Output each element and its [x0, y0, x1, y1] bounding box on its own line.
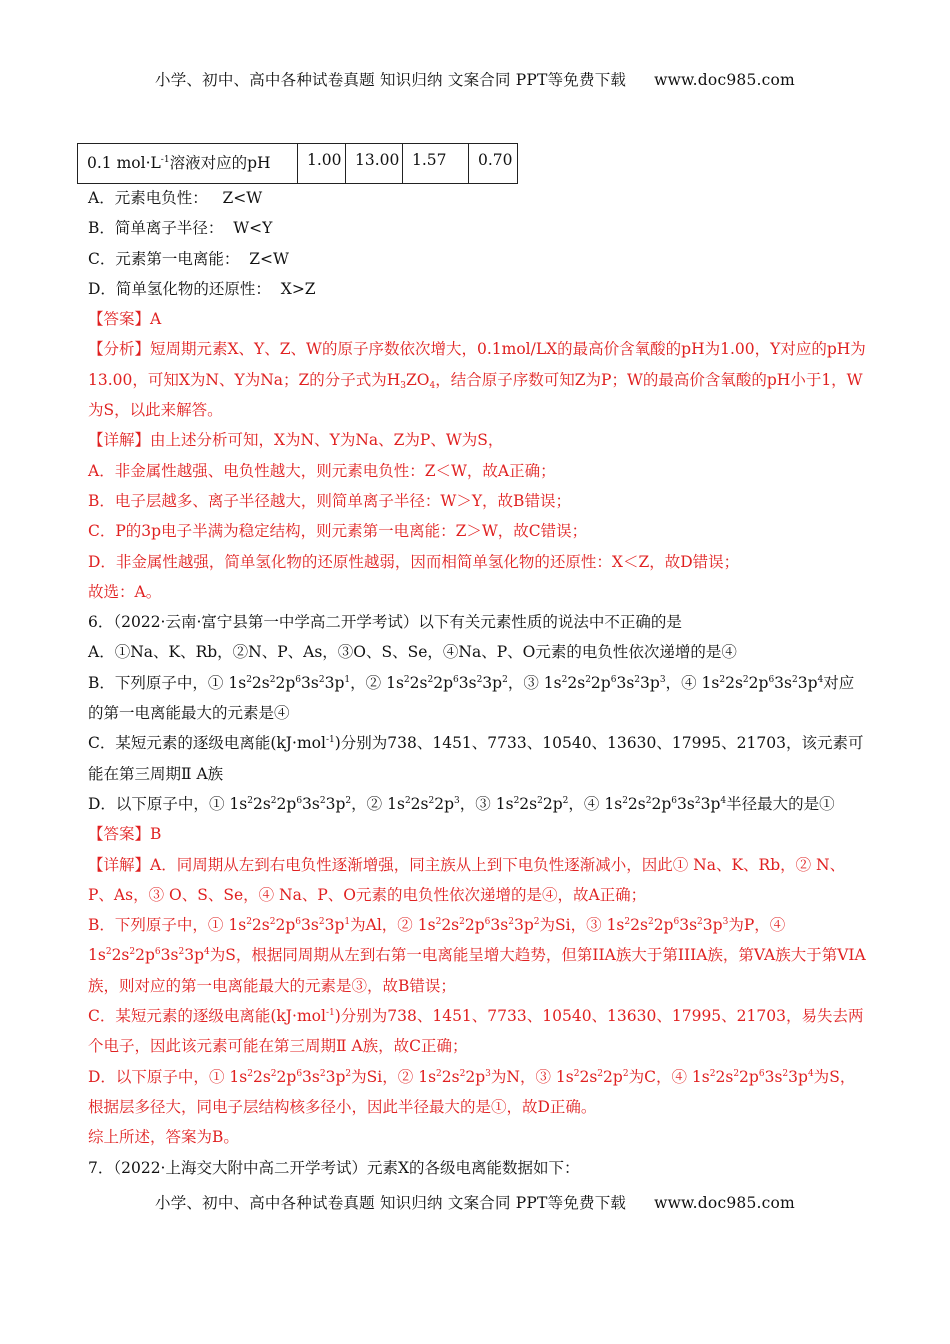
- q5-analysis: [88, 334, 866, 425]
- elem: N: [506, 1067, 520, 1086]
- detail-d-pre: D．以下原子中，: [88, 1067, 209, 1086]
- is: 为: [209, 946, 226, 965]
- sep: ，: [507, 673, 524, 692]
- q6-stem: 6．（2022·云南·富宁县第一中学高二开学考试）以下有关元素性质的说法中不正确的是: [88, 613, 682, 632]
- q6-option-a: A．①Na、K、Rb，②N、P、As，③O、S、Se，④Na、P、O元素的电负性依次递增的是④: [88, 643, 737, 662]
- elem: C: [644, 1067, 656, 1086]
- q7-stem: 7．（2022·上海交大附中高二开学考试）元素X的各级电离能数据如下：: [88, 1158, 580, 1177]
- analysis-text: 短周期元素X、Y、Z、W的原子序数依次增大，0.1mol/LX的最高价含氧酸的pH为1.00，Y对应的pH为13.00，可知X为N、Y为Na；Z的分子式为H: [88, 340, 866, 389]
- num: ②: [397, 916, 413, 935]
- ph-table: [77, 143, 518, 184]
- q6-summary: 综上所述，答案为B。: [88, 1128, 239, 1147]
- option-d-pre: D．以下原子中，: [88, 794, 209, 813]
- option-d-post: 半径最大的是①: [726, 794, 835, 813]
- elem: Si: [555, 916, 571, 935]
- electron-config: $1s^22s^22p^63s^23p^4$: [701, 673, 824, 692]
- label-sup: -1: [160, 155, 170, 165]
- elem: Al: [365, 916, 382, 935]
- q5-detail-line: C．P的3p电子半满为稳定结构，则元素第一电离能：Z＞W，故C错误；: [88, 522, 588, 541]
- num: ②: [366, 794, 383, 813]
- q6-option-d: [88, 789, 866, 819]
- detail-tag: 【详解】: [88, 855, 151, 874]
- electron-config: $1s^22s^22p^63s^23p^2$: [386, 673, 508, 692]
- sep: ，: [519, 1067, 536, 1086]
- electron-config: $1s^22s^22p^3$: [387, 794, 460, 813]
- footer-text: 小学、初中、高中各种试卷真题 知识归纳 文案合同 PPT等免费下载: [155, 1194, 627, 1212]
- sep: ，: [381, 916, 398, 935]
- option-b-post: 对应的第一电离能最大的元素是④: [88, 673, 855, 723]
- electron-config: $1s^22s^22p^63s^23p^3$: [543, 673, 666, 692]
- q6-detail-b: [88, 910, 866, 1001]
- num: ④: [671, 1067, 687, 1086]
- q6-detail-d: [88, 1062, 866, 1123]
- label-text: 0.1 mol·L: [87, 154, 161, 172]
- table-cell: 0.70: [469, 144, 518, 184]
- electron-config: $1s^22s^22p^63s^23p^4$: [88, 946, 210, 965]
- num: ①: [207, 916, 224, 935]
- sep: ，: [570, 916, 587, 935]
- sep: ，: [382, 1067, 398, 1086]
- is: 为: [813, 1067, 830, 1086]
- analysis-sub: 3: [400, 380, 407, 391]
- is: 为: [728, 916, 744, 935]
- table-label-cell: [78, 144, 298, 184]
- q5-option-c: C．元素第一电离能： Z<W: [88, 249, 289, 268]
- num: ④: [769, 916, 786, 935]
- elem: Si: [366, 1067, 383, 1086]
- q6-answer: 【答案】B: [88, 825, 162, 844]
- footer-site: www.doc985.com: [654, 1194, 795, 1212]
- analysis-text-2: ZO: [406, 370, 430, 389]
- is: 为: [490, 1067, 507, 1086]
- num: ①: [207, 673, 224, 692]
- page-header: [0, 68, 950, 90]
- option-c-sup: -1: [325, 735, 335, 746]
- label-text-2: 溶液对应的pH: [169, 154, 271, 172]
- table-cell: 1.00: [298, 144, 346, 184]
- num: ③: [535, 1067, 551, 1086]
- detail-a-text: A．同周期从左到右电负性逐渐增强，同主族从上到下电负性逐渐减小，因此① Na、K、Rb，② N、P、As，③ O、S、Se，④ Na、P、O元素的电负性依次递增的是④，故A正确；: [88, 855, 846, 904]
- analysis-sub-2: 4: [429, 380, 436, 391]
- elem: S: [225, 946, 236, 965]
- q5-detail-line: 【详解】由上述分析可知，X为N、Y为Na、Z为P、W为S，: [88, 431, 504, 450]
- table-cell: 13.00: [346, 144, 403, 184]
- num: ③: [523, 673, 539, 692]
- electron-config: $1s^22s^22p^63s^23p^1$: [228, 916, 351, 935]
- sep: ，: [754, 916, 770, 935]
- sep: ，: [350, 673, 366, 692]
- option-b-pre: B．下列原子中，: [88, 673, 208, 692]
- sep: ，: [568, 794, 584, 813]
- q6-option-b: [88, 668, 866, 729]
- is: 为: [539, 916, 556, 935]
- analysis-tag: 【分析】: [88, 340, 151, 359]
- is: 为: [628, 1067, 645, 1086]
- electron-config: $1s^22s^22p^3$: [418, 1067, 491, 1086]
- num: ④: [583, 794, 600, 813]
- q6-option-c: [88, 728, 866, 789]
- analysis-text-3: ，结合原子序数可知Z为P；W的最高价含氧酸的pH小于1，W为S，以此来解答。: [88, 370, 863, 420]
- option-c-text: C．某短元素的逐级电离能(kJ·mol: [88, 734, 326, 753]
- sep: ，: [459, 794, 476, 813]
- q5-detail-line: A．非金属性越强、电负性越大，则元素电负性：Z＜W，故A正确；: [88, 461, 556, 480]
- electron-config: $1s^22s^22p^63s^23p^4$: [604, 794, 727, 813]
- electron-config: $1s^22s^22p^2$: [495, 794, 569, 813]
- main-content: [88, 183, 866, 1183]
- num: ②: [397, 1067, 414, 1086]
- detail-b-pre: B．下列原子中，: [88, 916, 208, 935]
- header-text: 小学、初中、高中各种试卷真题 知识归纳 文案合同 PPT等免费下载: [155, 71, 627, 89]
- q6-detail-a: [88, 850, 866, 911]
- header-site: www.doc985.com: [654, 71, 795, 89]
- electron-config: $1s^22s^22p^63s^23p^2$: [229, 1067, 352, 1086]
- q5-option-b: B．简单离子半径： W<Y: [88, 219, 273, 238]
- q5-option-d: D．简单氢化物的还原性： X>Z: [88, 279, 316, 298]
- electron-config: $1s^22s^22p^63s^23p^1$: [228, 673, 351, 692]
- electron-config: $1s^22s^22p^63s^23p^4$: [691, 1067, 814, 1086]
- is: 为: [351, 1067, 367, 1086]
- num: ①: [208, 1067, 225, 1086]
- table-row: [78, 144, 518, 184]
- elem: P: [743, 916, 755, 935]
- detail-c-text-2: )分别为738、1451、7733、10540、13630、17995、21703，易失去两个电子，因此该元素可能在第三周期Ⅱ A族，故C正确；: [88, 1007, 864, 1056]
- q5-detail-line: 故选：A。: [88, 582, 162, 601]
- q6-detail-c: [88, 1001, 866, 1062]
- q5-detail-line: B．电子层越多、离子半径越大，则简单离子半径：W＞Y，故B错误；: [88, 491, 571, 510]
- detail-c-sup: -1: [325, 1008, 335, 1019]
- detail-b-post: ，根据同周期从左到右第一电离能呈增大趋势，但第IIA族大于第IIIA族，第VA族大于第VIA族，则对应的第一电离能最大的元素是③，故B错误；: [88, 946, 866, 995]
- num: ①: [208, 794, 225, 813]
- q5-option-a: A．元素电负性： Z<W: [88, 189, 263, 207]
- num: ③: [586, 916, 602, 935]
- is: 为: [350, 916, 366, 935]
- electron-config: $1s^22s^22p^63s^23p^2$: [417, 916, 540, 935]
- sep: ，: [351, 794, 367, 813]
- elem: S: [829, 1067, 840, 1086]
- table-cell: 1.57: [403, 144, 469, 184]
- page-footer: [0, 1191, 950, 1213]
- q5-detail-line: D．非金属性越强，简单氢化物的还原性越弱，因而相简单氢化物的还原性：X＜Z，故D错误；: [88, 552, 740, 571]
- q5-answer: 【答案】A: [88, 310, 162, 329]
- num: ④: [681, 673, 697, 692]
- electron-config: $1s^22s^22p^2$: [555, 1067, 629, 1086]
- num: ②: [365, 673, 382, 692]
- num: ③: [475, 794, 491, 813]
- option-c-text-2: )分别为738、1451、7733、10540、13630、17995、21703，该元素可能在第三周期Ⅱ A族: [88, 734, 864, 783]
- sep: ，: [655, 1067, 672, 1086]
- detail-c-text: C．某短元素的逐级电离能(kJ·mol: [88, 1007, 326, 1026]
- detail-d-post: ，根据层多径大，同电子层结构核多径小，因此半径最大的是①，故D正确。: [88, 1067, 856, 1116]
- electron-config: $1s^22s^22p^63s^23p^2$: [229, 794, 352, 813]
- electron-config: $1s^22s^22p^63s^23p^3$: [606, 916, 729, 935]
- sep: ，: [665, 673, 682, 692]
